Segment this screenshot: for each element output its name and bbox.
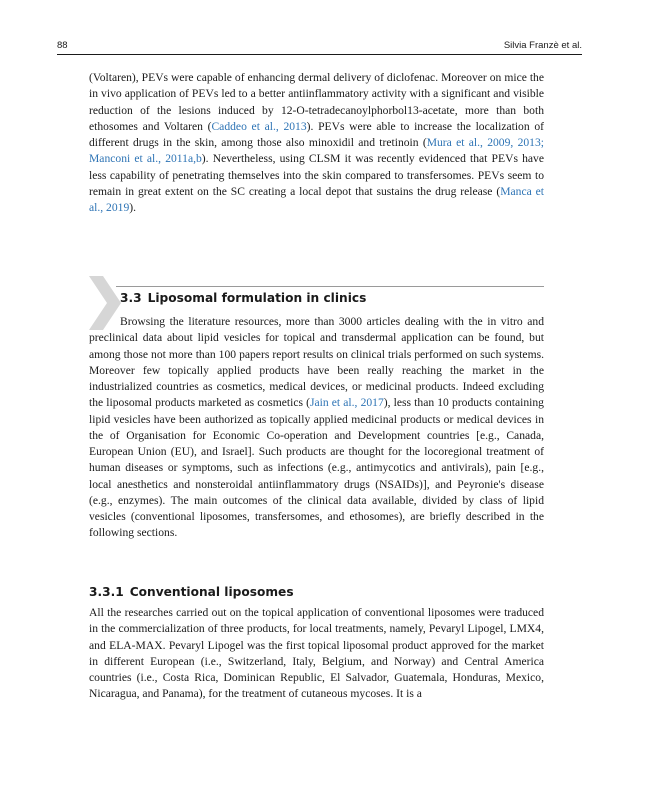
para1-text-1: (Voltaren), PEVs were capable of enhancing dermal delivery of diclofenac. Moreover on mice the in vivo application of PEVs led to a better antiinflammatory activity with a significant and visible reduction of the lesions induced by 12-O-tetradecanoylphorbol13-acetate, more than both ethosomes and Voltaren ( xyxy=(89,71,544,133)
subsection-title: Conventional liposomes xyxy=(129,585,294,599)
para2-text-1: Browsing the literature resources, more than 3000 articles dealing with the in vitro and preclinical data about lipid vesicles for topical and transdermal application can be found, but among those not more than 100 papers report results on clinical trials performed on such systems. Moreover few topically applied products have been really reaching the market in the industrialized countries as cosmetics, medical devices, or medicinal products. Indeed excluding the liposomal products marketed as cosmetics ( xyxy=(89,315,544,410)
para1-text-4: ). xyxy=(129,201,137,214)
section-title: Liposomal formulation in clinics xyxy=(147,291,367,305)
section-heading xyxy=(120,291,366,305)
citation-manca-2019[interactable]: Manca et al., 2019 xyxy=(89,184,545,214)
subsection-number: 3.3.1 xyxy=(89,585,124,599)
paragraph-clinics xyxy=(89,314,544,542)
citation-jain-2017[interactable]: Jain et al., 2017 xyxy=(309,396,384,410)
paragraph-conventional-liposomes xyxy=(89,605,544,703)
citation-mura-manconi[interactable]: Mura et al., 2009, 2013; Manconi et al., 2011a,b xyxy=(89,136,544,166)
subsection-heading xyxy=(89,585,294,599)
citation-caddeo-2013[interactable]: Caddeo et al., 2013 xyxy=(211,119,307,133)
para2-text-2: ), less than 10 products containing lipid vesicles have been authorized as topically applied medicinal products or medical devices in the of Organisation for Economic Co-operation and Development countries [e.g., Canada, European Union (EU), and Israel]. Such products are thought for the locoregional treatment of human diseases or symptoms, such as infections (e.g., antimycotics and antivirals), pain [e.g., local anesthetics and nonsteroidal antiinflammatory drugs (NSAIDs)], and Peyronie's disease (e.g., enzymes). The main outcomes of the clinical data available, divided by class of lipid vesicles (conventional liposomes, transfersomes, and ethosomes), are briefly described in the following sections. xyxy=(89,396,544,540)
para1-text-3: ). Nevertheless, using CLSM it was recently evidenced that PEVs have less capability of penetrating themselves into the skin compared to transfersomes. PEVs seem to remain in great extent on the SC creating a local depot that sustains the drug release ( xyxy=(89,152,544,198)
paragraph-pevs xyxy=(89,70,544,216)
para1-text-2: ). PEVs were able to increase the localization of different drugs in the skin, among those also minoxidil and tretinoin ( xyxy=(89,119,544,149)
page-number: 88 xyxy=(57,40,68,51)
section-rule xyxy=(116,286,544,287)
section-number: 3.3 xyxy=(120,291,142,305)
running-author: Silvia Franzè et al. xyxy=(503,40,582,51)
running-header xyxy=(57,40,582,55)
para3-text-1: All the researches carried out on the topical application of conventional liposomes were traduced in the commercialization of three products, for local treatments, namely, Pevaryl Lipogel, LMX4, and ELA-MAX. Pevaryl Lipogel was the first topical liposomal product approved for the market in different European (i.e., Switzerland, Italy, Belgium, and Norway) and Central America countries (i.e., Costa Rica, Dominican Republic, El Salvador, Guatemala, Honduras, Mexico, Nicaragua, and Panama), for the treatment of cutaneous mycoses. It is a xyxy=(89,606,544,701)
